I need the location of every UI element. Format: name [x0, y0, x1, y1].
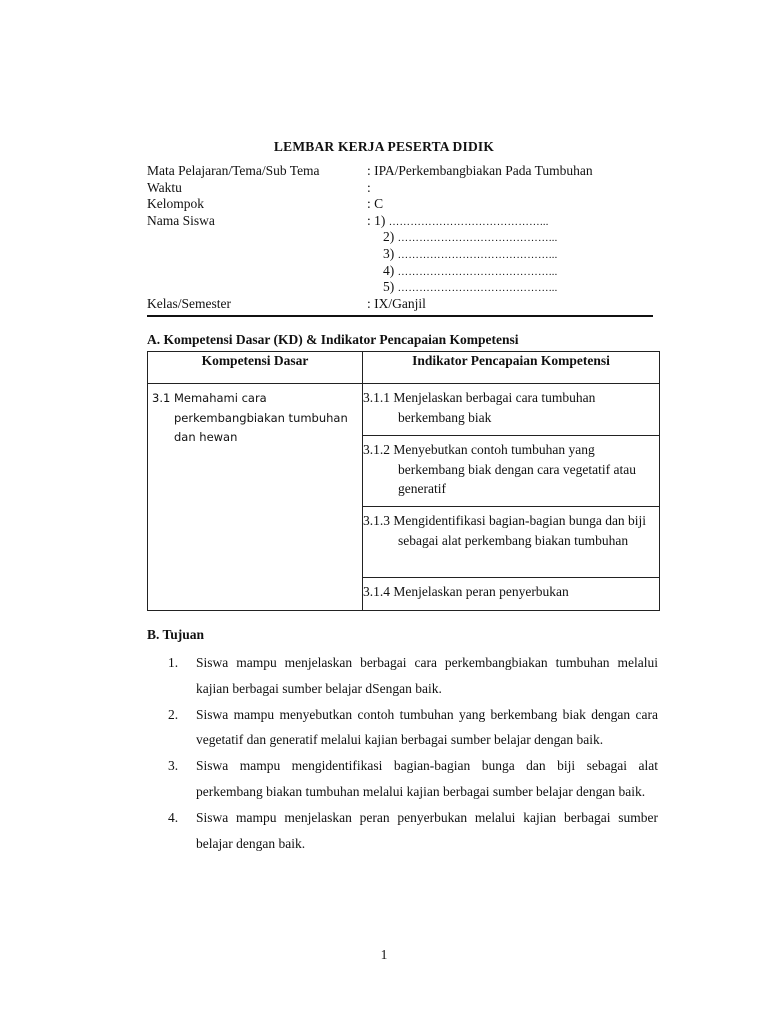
competency-table: [147, 351, 660, 611]
info-row-kelompok: [147, 196, 653, 213]
goal-3-text: Siswa mampu mengidentifikasi bagian-bagian bunga dan biji sebagai alat perkembang biakan tumbuhan melalui kajian berbagai sumber belajar dengan baik.: [196, 758, 658, 799]
mata-pelajaran-label: Mata Pelajaran/Tema/Sub Tema: [147, 163, 320, 178]
page-title: LEMBAR KERJA PESERTA DIDIK: [273, 139, 495, 154]
waktu-value: :: [367, 179, 371, 195]
kelas-value: : IX/Ganjil: [367, 295, 426, 311]
student-slot-1-dots: ……………………………………...: [388, 216, 549, 228]
info-row-kelas: [147, 296, 653, 313]
list-item: [168, 805, 658, 857]
student-slot-3-number: 3): [383, 245, 395, 261]
indicator-4-number: 3.1.4: [363, 584, 390, 599]
goal-1-number: 1.: [168, 655, 179, 670]
waktu-label: Waktu: [147, 179, 182, 195]
goal-2-text: Siswa mampu menyebutkan contoh tumbuhan yang berkembang biak dengan cara vegetatif dan generatif melalui kajian berbagai sumber belajar dengan baik.: [196, 706, 658, 748]
indicator-1: [363, 384, 659, 427]
goal-4-number: 4.: [168, 809, 179, 825]
page-number: 1: [380, 947, 388, 962]
section-a-title: A. Kompetensi Dasar (KD) & Indikator Pencapaian Kompetensi: [147, 332, 519, 347]
kelompok-value: : C: [367, 196, 384, 212]
goal-1-text: Siswa mampu menjelaskan berbagai cara perkembangbiakan tumbuhan melalui kajian berbagai sumber belajar dSengan baik.: [196, 655, 658, 696]
info-row-student-5: [147, 279, 653, 296]
indicator-3-number: 3.1.3: [363, 513, 390, 528]
mata-pelajaran-value: : IPA/Perkembangbiakan Pada Tumbuhan: [367, 163, 593, 178]
section-b-title: B. Tujuan: [147, 627, 205, 642]
goals-list: [168, 650, 658, 856]
table-header-row: [148, 352, 660, 384]
header-kompetensi-dasar: Kompetensi Dasar: [148, 352, 363, 384]
list-item: [168, 753, 658, 805]
student-slot-4-number: 4): [383, 262, 395, 278]
goal-3-number: 3.: [168, 758, 179, 774]
indicator-cell-3: [363, 507, 660, 578]
table-row: [148, 384, 660, 436]
header-divider: [147, 315, 653, 317]
info-row-student-3: [147, 246, 653, 263]
info-row-mata-pelajaran: [147, 163, 653, 180]
student-slot-3-dots: ……………………………………...: [397, 249, 558, 261]
kelas-label: Kelas/Semester: [147, 295, 231, 311]
indicator-4-text: Menjelaskan peran penyerbukan: [393, 584, 569, 599]
student-slot-2-number: 2): [383, 229, 395, 245]
list-item: [168, 650, 658, 702]
indicator-2-text: Menyebutkan contoh tumbuhan yang berkembang biak dengan cara vegetatif atau generatif: [393, 442, 637, 496]
header-indikator: Indikator Pencapaian Kompetensi: [363, 352, 660, 384]
indicator-2-number: 3.1.2: [363, 442, 390, 457]
goal-4-text: Siswa mampu menjelaskan peran penyerbukan melalui kajian berbagai sumber belajar dengan baik.: [196, 809, 658, 851]
identity-block: [147, 163, 653, 312]
nama-siswa-label: Nama Siswa: [147, 212, 215, 228]
info-row-waktu: [147, 180, 653, 197]
kd-cell: [148, 384, 363, 611]
kd-text: 3.1 Memahami cara perkembangbiakan tumbuhan dan hewan: [152, 391, 348, 444]
student-slot-2-dots: ……………………………………...: [397, 233, 558, 245]
kelompok-label: Kelompok: [147, 196, 204, 212]
list-item: [168, 702, 658, 754]
indicator-cell-4: [363, 578, 660, 611]
indicator-1-text: Menjelaskan berbagai cara tumbuhan berkembang biak: [393, 390, 596, 425]
indicator-4: [363, 578, 659, 602]
student-slot-5-number: 5): [383, 279, 395, 295]
indicator-3-text: Mengidentifikasi bagian-bagian bunga dan biji sebagai alat perkembang biakan tumbuhan: [393, 513, 647, 548]
info-row-student-2: [147, 229, 653, 246]
info-row-student-4: [147, 263, 653, 280]
goal-2-number: 2.: [168, 706, 179, 722]
student-slot-1-number: : 1): [367, 212, 386, 228]
indicator-1-number: 3.1.1: [363, 390, 390, 405]
info-row-nama-siswa: [147, 213, 653, 230]
student-slot-4-dots: ……………………………………...: [397, 266, 558, 278]
indicator-cell-1: [363, 384, 660, 436]
indicator-2: [363, 436, 659, 499]
indicator-3: [363, 507, 659, 550]
indicator-cell-2: [363, 436, 660, 507]
student-slot-5-dots: ……………………………………...: [397, 283, 558, 295]
